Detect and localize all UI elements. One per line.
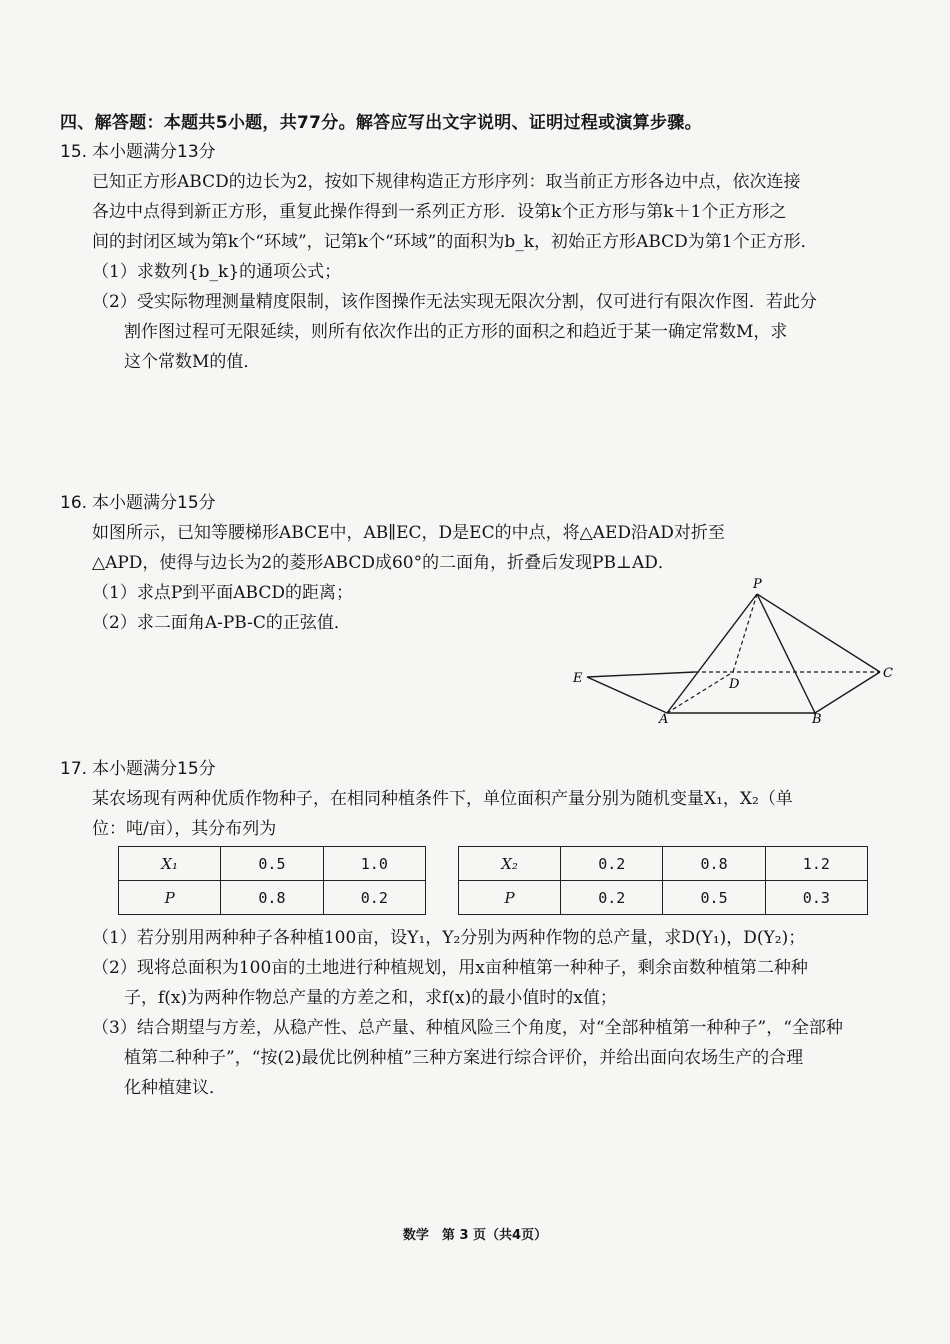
table-row — [119, 881, 426, 915]
sub-question-1: （1）求数列{b_k}的通项公式； — [92, 262, 342, 282]
question-body — [92, 784, 900, 844]
table-cell: 1.0 — [323, 847, 425, 881]
edge-EA — [587, 677, 667, 713]
distribution-table-x2 — [458, 846, 868, 915]
section-heading: 四、解答题：本题共5小题，共77分。解答应写出文字说明、证明过程或演算步骤。 — [60, 113, 702, 133]
question-body — [92, 518, 900, 578]
table-row — [459, 881, 868, 915]
body-line: 某农场现有两种优质作物种子，在相同种植条件下，单位面积产量分别为随机变量X₁，X₂（单 — [92, 789, 793, 809]
table-cell: 1.2 — [765, 847, 867, 881]
question-number: 17. — [60, 759, 88, 779]
page-footer: 数学 第 3 页（共4页） — [402, 1228, 548, 1243]
label-B: B — [812, 712, 822, 725]
label-P: P — [753, 577, 762, 592]
label-C: C — [883, 666, 893, 681]
question-header — [60, 754, 900, 784]
table-cell: 0.5 — [221, 847, 323, 881]
label-E: E — [573, 671, 583, 686]
table-row — [459, 847, 868, 881]
question-17-parts — [60, 923, 900, 1103]
table-cell: X₂ — [459, 847, 561, 881]
question-score: 本小题满分13分 — [92, 142, 216, 162]
body-line: △APD，使得与边长为2的菱形ABCD成60°的二面角，折叠后发现PB⊥AD． — [92, 553, 675, 573]
table-cell: 0.5 — [663, 881, 765, 915]
body-line: 如图所示，已知等腰梯形ABCE中，AB∥EC，D是EC的中点，将△AED沿AD对折至 — [92, 523, 725, 543]
edge-AD-hidden — [667, 672, 733, 713]
table-row — [119, 847, 426, 881]
question-score: 本小题满分15分 — [92, 759, 216, 779]
sub-question-1: （1）求点P到平面ABCD的距离； — [92, 583, 353, 603]
label-A: A — [659, 712, 669, 725]
question-body — [92, 167, 900, 257]
table-cell: 0.2 — [561, 881, 663, 915]
body-line: 间的封闭区域为第k个“环域”，记第k个“环域”的面积为b_k，初始正方形ABCD为第1个正方形． — [92, 232, 818, 252]
question-score: 本小题满分15分 — [92, 493, 216, 513]
body-line: 位：吨/亩），其分布列为 — [92, 819, 277, 839]
question-header — [60, 137, 900, 167]
sub-question-2: （2）受实际物理测量精度限制，该作图操作无法实现无限次分割，仅可进行有限次作图．若此分 割作图过程可无限延续，则所有依次作出的正方形的面积之和趋近于某一确定常数M，求 这个常数M的值． — [92, 292, 817, 372]
edge-BC — [815, 672, 880, 713]
edge-PA — [667, 594, 757, 713]
table-cell: 0.8 — [663, 847, 765, 881]
table-cell: X₁ — [119, 847, 221, 881]
edge-ED-visible — [587, 672, 695, 677]
table-cell: 0.8 — [221, 881, 323, 915]
label-D: D — [729, 677, 740, 692]
body-line: 各边中点得到新正方形，重复此操作得到一系列正方形．设第k个正方形与第k＋1个正方形之 — [92, 202, 787, 222]
table-cell: 0.3 — [765, 881, 867, 915]
pyramid-figure — [565, 575, 905, 725]
question-17 — [60, 754, 900, 844]
question-header — [60, 488, 900, 518]
sub-question-3: （3）结合期望与方差，从稳产性、总产量、种植风险三个角度，对“全部种植第一种种子”，“全部种 植第二种种子”，“按(2)最优比例种植”三种方案进行综合评价，并给出面向农场生产的合理 化种植建议． — [92, 1018, 843, 1098]
question-number: 16. — [60, 493, 88, 513]
edge-PD-hidden — [733, 594, 757, 672]
question-15 — [60, 137, 900, 377]
question-number: 15. — [60, 142, 88, 162]
sub-question-2: （2）求二面角A-PB-C的正弦值． — [92, 613, 351, 633]
distribution-table-x1 — [118, 846, 426, 915]
table-cell: P — [459, 881, 561, 915]
sub-question-1: （1）若分别用两种种子各种植100亩，设Y₁，Y₂分别为两种作物的总产量，求D(Y₁)，D(Y₂)； — [92, 928, 806, 948]
table-cell: 0.2 — [323, 881, 425, 915]
table-cell: P — [119, 881, 221, 915]
sub-question-2: （2）现将总面积为100亩的土地进行种植规划，用x亩种植第一种种子，剩余亩数种植第二种种 子，f(x)为两种作物总产量的方差之和，求f(x)的最小值时的x值； — [92, 958, 808, 1008]
body-line: 已知正方形ABCD的边长为2，按如下规律构造正方形序列：取当前正方形各边中点，依次连接 — [92, 172, 801, 192]
table-cell: 0.2 — [561, 847, 663, 881]
